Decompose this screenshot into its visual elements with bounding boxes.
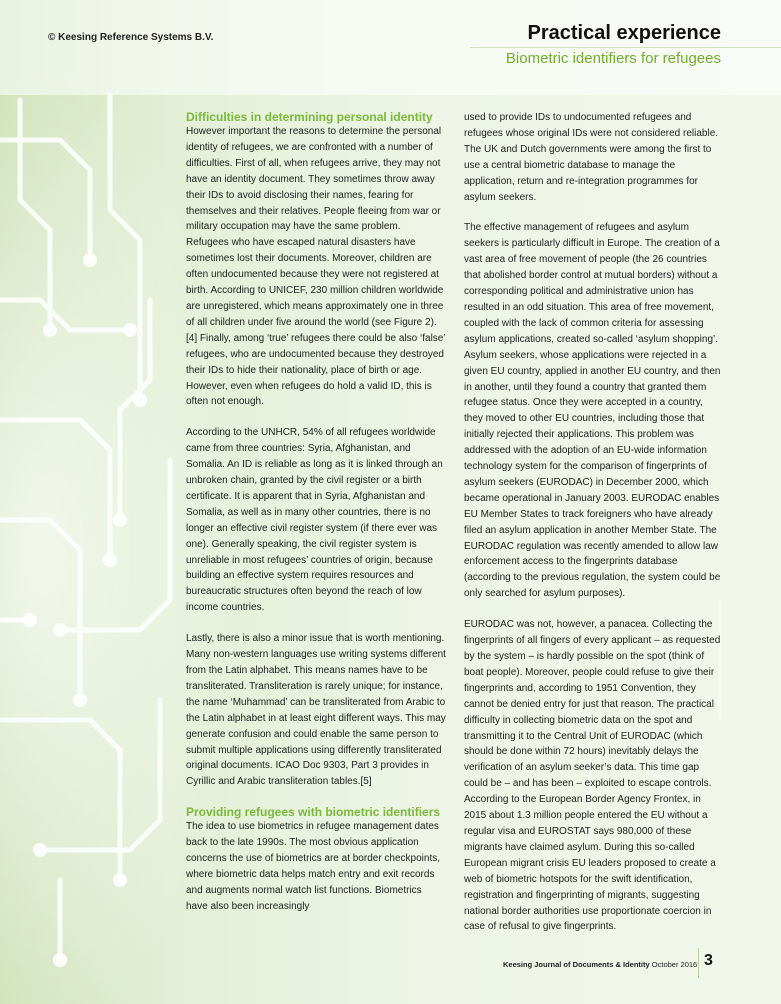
journal-footer bbox=[503, 960, 697, 969]
paragraph: The effective management of refugees and asylum seekers is particularly difficult in Europe. The creation of a vast area of free movement of people (the 26 countries that abolished border control at mutual borders) without a corresponding political and administrative union has resulted in an odd situation. This area of free movement, coupled with the lack of common criteria for assessing asylum applications, created so-called ‘asylum shopping’. Asylum seekers, whose applications were rejected in a given EU country, applied in another EU country, and then in another, until they found a country that granted them refugee status. Once they were accepted in a country, they moved to other EU countries, including those that initially rejected their applications. This problem was addressed with the adoption of an EU-wide information technology system for the comparison of fingerprints of asylum seekers (EURODAC) in December 2000, which became operational in January 2003. EURODAC enables EU Member States to track foreigners who have already filed an asylum application in another Member State. The EURODAC regulation was recently amended to allow law enforcement access to the fingerprints database (according to the previous regulation, the system could be only searched for asylum purposes). bbox=[464, 222, 721, 600]
paragraph: Lastly, there is also a minor issue that is worth mentioning. Many non-western languages use writing systems different from the Latin alphabet. This means names have to be transliterated. Transliteration is rarely unique; for instance, the name ‘Muhammad’ can be transliterated from Arabic to the Latin alphabet in at least eight different ways. This may generate confusion and could enable the same person to submit multiple applications using differently transliterated original documents. ICAO Doc 9303, Part 3 provides in Cyrillic and Arabic transliteration tables.[5] bbox=[186, 633, 446, 788]
journal-name: Keesing Journal of Documents & Identity bbox=[503, 960, 650, 969]
paragraph: used to provide IDs to undocumented refugees and refugees whose original IDs were not considered reliable. The UK and Dutch governments were among the first to use a central biometric database to manage the application, return and re-integration programmes for asylum seekers. bbox=[464, 112, 719, 203]
paragraph: According to the UNHCR, 54% of all refugees worldwide came from three countries: Syria, Afghanistan, and Somalia. An ID is reliable as long as it is linked through an unbroken chain, granted by the civil register or a birth certificate. It is apparent that in Syria, Afghanistan and Somalia, as well as in many other countries, there is no longer an effective civil register system (if there ever was one). Generally speaking, the civil register system is unreliable in most refugees’ countries of origin, because building an effective system requires resources and bureaucratic structures often beyond the reach of low income countries. bbox=[186, 427, 443, 614]
left-column bbox=[186, 110, 446, 930]
paragraph: However important the reasons to determine the personal identity of refugees, we are confronted with a number of difficulties. First of all, when refugees arrive, they may not have an identity document. They sometimes throw away their IDs to avoid disclosing their names, fearing for themselves and their relatives. People fleeing from war or military occupation may have the same problem. Refugees who have escaped natural disasters have sometimes lost their documents. Moreover, children are often undocumented because they were not registered at birth. According to UNICEF, 230 million children worldwide are unregistered, which means approximately one in three of all children under five around the world (see Figure 2).[4] Finally, among ‘true’ refugees there could be also ‘false’ refugees, who are undocumented because they destroyed their IDs to hide their nationality, place of birth or age. However, even when refugees do hold a valid ID, this is often not enough. bbox=[186, 126, 446, 408]
paragraph: The idea to use biometrics in refugee management dates back to the late 1990s. The most obvious application concerns the use of biometrics are at border checkpoints, where biometric data helps match entry and exit records and augments normal watch list functions. Biometrics have also been increasingly bbox=[186, 821, 441, 912]
paragraph: EURODAC was not, however, a panacea. Collecting the fingerprints of all fingers of every applicant – as requested by the system – is hardly possible on the spot (think of boat people). Moreover, people could refuse to give their fingerprints and, according to 1951 Convention, they cannot be denied entry for just that reason. The practical difficulty in collecting biometric data on the spot and transmitting it to the Central Unit of EURODAC (which should be done within 72 hours) inevitably delays the verification of an asylum seeker’s data. This time gap could be – and has been – exploited to escape controls. According to the European Border Agency Frontex, in 2015 about 1.3 million people entered the EU without a regular visa and EUROSTAT says 980,000 of these migrants have claimed asylum. During this so-called European migrant crisis EU leaders proposed to create a web of biometric hotspots for the swift identification, registration and fingerprinting of migrants, suggesting national border authorities use proportionate coercion in case of refusal to give fingerprints. bbox=[464, 619, 721, 933]
section-title: Practical experience bbox=[527, 22, 721, 44]
heading-biometric-identifiers: Providing refugees with biometric identifiers bbox=[186, 805, 441, 820]
right-column bbox=[464, 110, 724, 950]
heading-personal-identity: Difficulties in determining personal identity bbox=[186, 110, 433, 124]
issue-date: October 2016 bbox=[651, 960, 698, 969]
copyright-notice: © Keesing Reference Systems B.V. bbox=[48, 32, 214, 43]
header-divider bbox=[470, 47, 781, 48]
article-subtitle: Biometric identifiers for refugees bbox=[505, 50, 721, 67]
page-number: 3 bbox=[704, 952, 713, 969]
footer-divider bbox=[698, 948, 699, 978]
